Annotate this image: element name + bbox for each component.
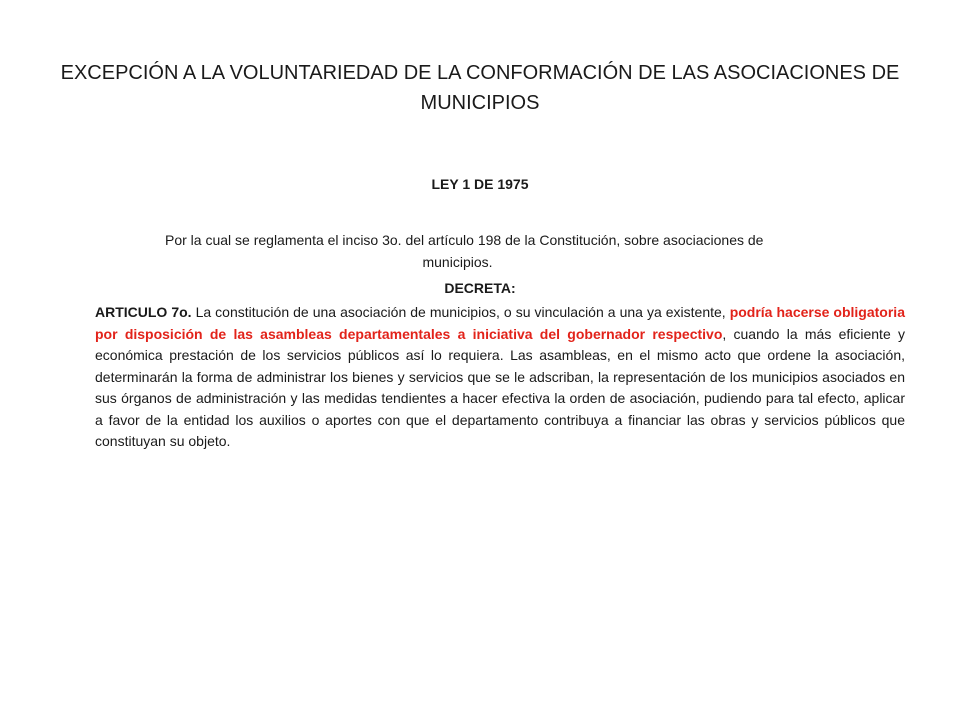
law-subtitle-line2: municipios. <box>422 254 493 270</box>
article-highlight: podría hacerse obligatoria por disposición de las asambleas departamentales a iniciativa del gobernador respectivo <box>95 304 905 342</box>
article-text-before: La constitución de una asociación de municipios, o su vinculación a una ya existente, <box>191 304 730 320</box>
law-heading: LEY 1 DE 1975 <box>431 176 529 192</box>
law-subtitle-line1: Por la cual se reglamenta el inciso 3o. del artículo 198 de la Constitución, sobre asociaciones de <box>165 232 764 248</box>
article-paragraph <box>95 302 905 453</box>
article-text-after: , cuando la más eficiente y económica prestación de los servicios públicos así lo requiera. Las asambleas, en el mismo acto que ordene la asociación, determinarán la forma de administrar los bienes y servicios que se le adscriban, la representación de los municipios asociados en sus órganos de administración y las medidas tendientes a hacer efectiva la orden de asociación, pudiendo para tal efecto, aplicar a favor de la entidad los auxilios o aportes con que el departamento contribuya a financiar las obras y servicios públicos que constituyan su objeto. <box>95 325 905 449</box>
article-label: ARTICULO 7o. <box>95 304 192 320</box>
slide-title: EXCEPCIÓN A LA VOLUNTARIEDAD DE LA CONFORMACIÓN DE LAS ASOCIACIONES DE MUNICIPIOS <box>60 62 900 114</box>
decreta-heading: DECRETA: <box>444 280 516 296</box>
law-subtitle <box>165 229 905 273</box>
